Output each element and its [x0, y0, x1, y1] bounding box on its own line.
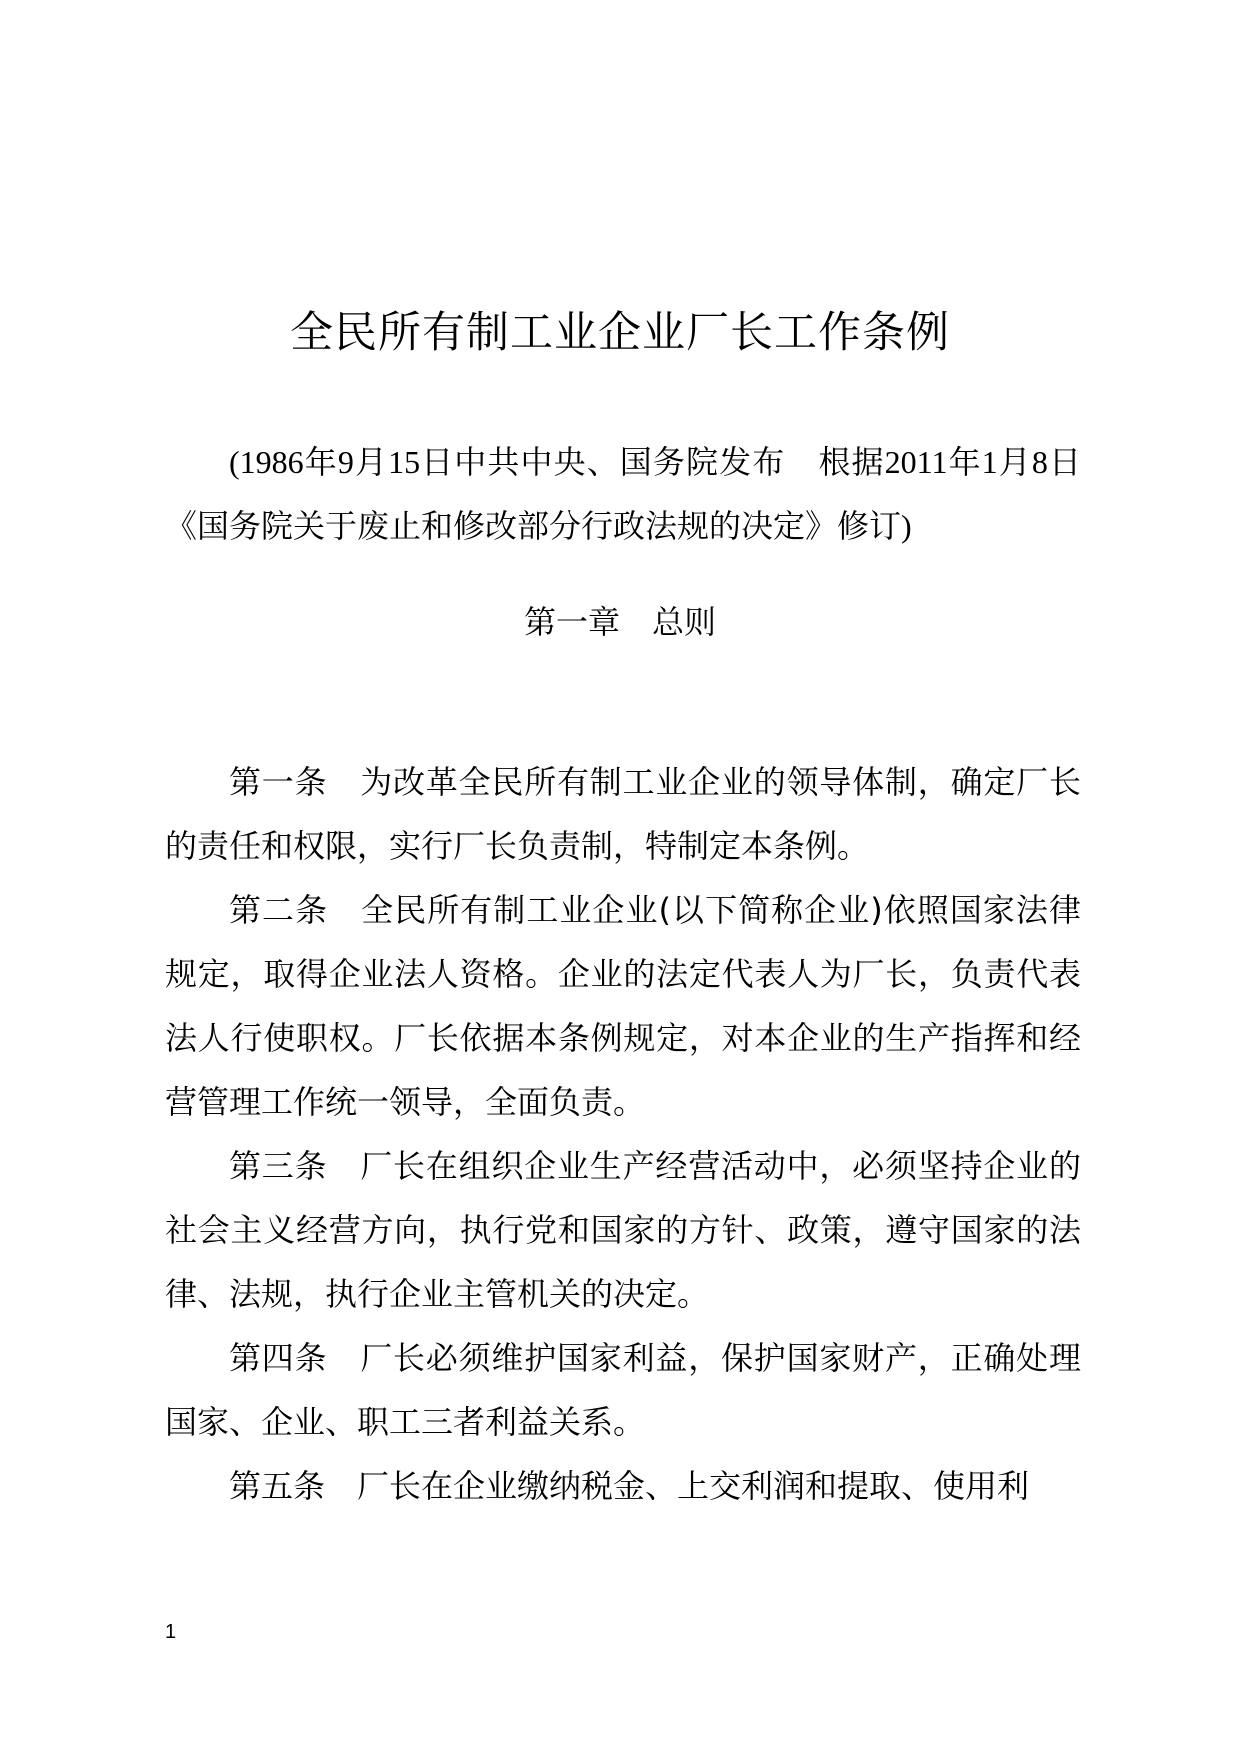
- article-1: [165, 750, 1081, 878]
- article-number: 第四条: [229, 1339, 361, 1377]
- chapter-heading: 第一章 总则: [523, 603, 716, 641]
- article-number: 第三条: [229, 1147, 361, 1185]
- article-4: [165, 1326, 1081, 1454]
- article-3: [165, 1134, 1081, 1326]
- article-text: 厂长在企业缴纳税金、上交利润和提取、使用利: [357, 1467, 1030, 1505]
- article-text: 为改革全民所有制工业企业的领导体制，确定厂长的责任和权限，实行厂长负责制，特制定本条例。: [165, 763, 1081, 865]
- document-subtitle: [165, 430, 1081, 558]
- article-number: 第二条: [229, 891, 362, 929]
- article-text: 全民所有制工业企业(以下简称企业)依照国家法律规定，取得企业法人资格。企业的法定代表人为厂长，负责代表法人行使职权。厂长依据本条例规定，对本企业的生产指挥和经营管理工作统一领导，全面负责。: [165, 891, 1081, 1121]
- page-number: 1: [165, 1621, 177, 1643]
- articles-section: [165, 750, 1081, 1518]
- article-number: 第一条: [229, 763, 361, 801]
- article-number: 第五条: [229, 1467, 358, 1505]
- subtitle-paragraph: (1986年9月15日中共中央、国务院发布 根据2011年1月8日《国务院关于废止和修改部分行政法规的决定》修订): [165, 444, 1081, 544]
- article-text: 厂长在组织企业生产经营活动中，必须坚持企业的社会主义经营方向，执行党和国家的方针、政策，遵守国家的法律、法规，执行企业主管机关的决定。: [165, 1147, 1081, 1313]
- article-text: 厂长必须维护国家利益，保护国家财产，正确处理国家、企业、职工三者利益关系。: [165, 1339, 1081, 1441]
- article-5: [165, 1454, 1081, 1518]
- document-title: 全民所有制工业企业厂长工作条例: [290, 308, 950, 358]
- article-2: [165, 878, 1081, 1134]
